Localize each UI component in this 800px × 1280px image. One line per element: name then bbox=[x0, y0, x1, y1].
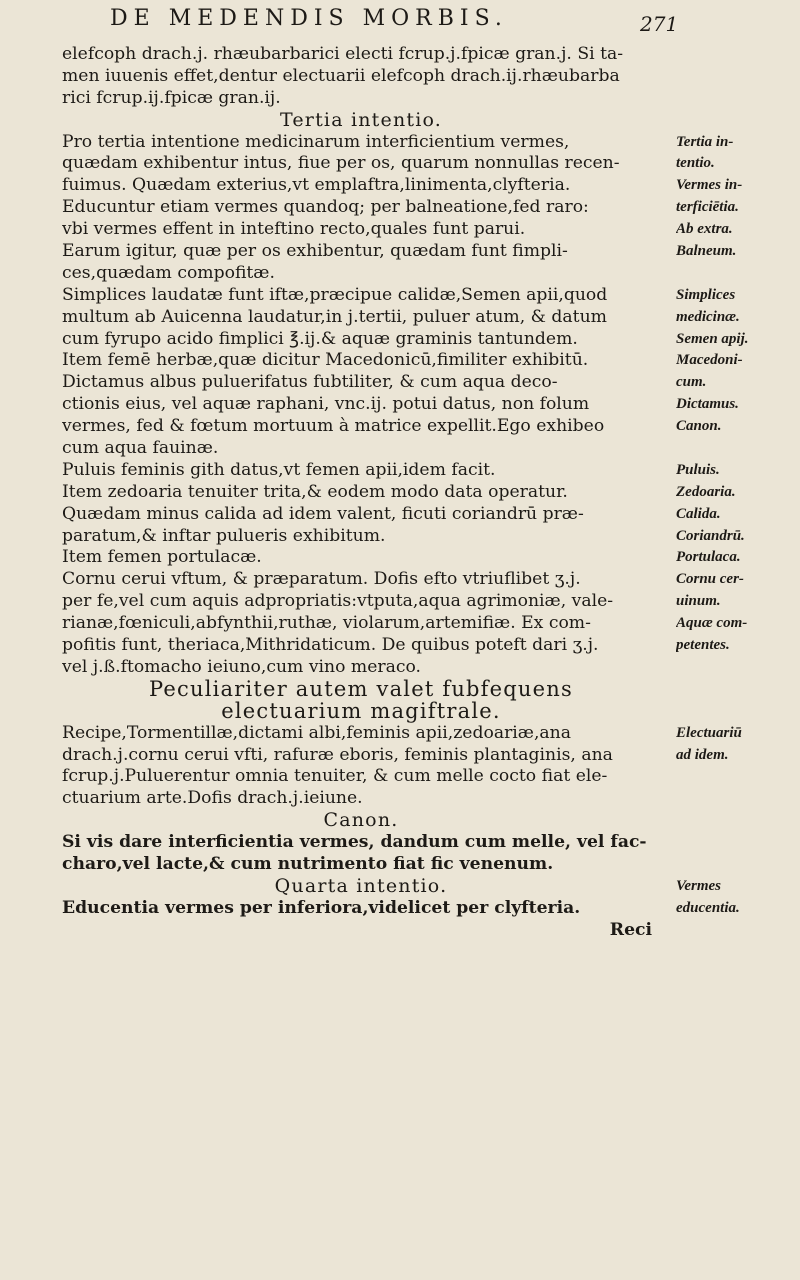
running-head: DE MEDENDIS MORBIS. bbox=[110, 6, 508, 31]
text-line: charo,vel lacte,& cum nutrimento fiat fic venenum. bbox=[62, 853, 554, 874]
text-line: drach.j.cornu cerui vfti, rafuræ eboris, feminis plantaginis, ana bbox=[62, 744, 613, 765]
margin-note: Portulaca. bbox=[676, 549, 741, 566]
margin-note: Canon. bbox=[676, 418, 722, 435]
margin-note: Aquæ com- bbox=[676, 615, 748, 632]
margin-note bbox=[676, 810, 794, 832]
text-line: Item femen portulacæ. bbox=[62, 547, 262, 568]
text-line: rici fcrup.ij.fpicæ gran.ij. bbox=[62, 87, 281, 108]
text-line: Puluis feminis gith datus,vt femen apii,idem facit. bbox=[62, 459, 496, 480]
margin-note: Electuariū bbox=[676, 724, 742, 741]
text-line: Recipe,Tormentillæ,dictami albi,feminis apii,zedoariæ,ana bbox=[62, 722, 571, 743]
main-text-column bbox=[62, 44, 660, 942]
margin-note bbox=[676, 766, 794, 788]
text-line: cum fyrupo acido fimplici ℥.ij.& aquæ graminis tantundem. bbox=[62, 328, 578, 349]
margin-note: terficiētia. bbox=[676, 199, 739, 216]
text-line: Cornu cerui vftum, & præparatum. Dofis efto vtriuflibet ʒ.j. bbox=[62, 569, 581, 590]
text-line: Item femē herbæ,quæ dicitur Macedonicū,fimiliter exhibitū. bbox=[62, 350, 589, 371]
margin-note: ad idem. bbox=[676, 746, 729, 763]
margin-note: Tertia in- bbox=[676, 133, 734, 150]
margin-note bbox=[676, 44, 794, 66]
text-line: Earum igitur, quæ per os exhibentur, quædam funt fimpli- bbox=[62, 241, 568, 262]
text-line: fuimus. Quædam exterius,vt emplaftra,linimenta,clyfteria. bbox=[62, 175, 571, 196]
margin-note: Ab extra. bbox=[676, 221, 733, 238]
text-line: pofitis funt, theriaca,Mithridaticum. De quibus poteft dari ʒ.j. bbox=[62, 635, 599, 656]
margin-note: Coriandrū. bbox=[676, 527, 745, 544]
margin-note: medicinæ. bbox=[676, 308, 740, 325]
section-heading: Canon. bbox=[323, 810, 399, 832]
margin-note: Cornu cer- bbox=[676, 571, 744, 588]
text-line: Pro tertia intentione medicinarum interficientium vermes, bbox=[62, 131, 570, 152]
margin-note bbox=[676, 701, 794, 723]
margin-note bbox=[676, 920, 794, 942]
margin-note: Simplices bbox=[676, 286, 736, 303]
page-number: 271 bbox=[640, 12, 679, 36]
text-line: ctuarium arte.Dofis drach.j.ieiune. bbox=[62, 788, 363, 809]
section-heading: electuarium magiftrale. bbox=[221, 700, 501, 723]
text-line: Dictamus albus puluerifatus fubtiliter, & cum aqua deco- bbox=[62, 372, 558, 393]
margin-note bbox=[676, 679, 794, 701]
text-line: quædam exhibentur intus, fiue per os, quarum nonnullas recen- bbox=[62, 153, 620, 174]
text-line: ctionis eius, vel aquæ raphani, vnc.ij. potui datus, non folum bbox=[62, 394, 590, 415]
margin-note: tentio. bbox=[676, 155, 715, 172]
text-line: Simplices laudatæ funt iftæ,præcipue calidæ,Semen apii,quod bbox=[62, 284, 608, 305]
margin-note: Calida. bbox=[676, 505, 721, 522]
margin-notes-column bbox=[676, 44, 794, 942]
margin-note: uinum. bbox=[676, 593, 721, 610]
section-heading: Quarta intentio. bbox=[274, 875, 448, 897]
text-line: men iuuenis effet,dentur electuarii elefcoph drach.ij.rhæubarba bbox=[62, 65, 620, 86]
text-line: cum aqua fauinæ. bbox=[62, 438, 219, 459]
text-line: vermes, fed & fœtum mortuum à matrice expellit.Ego exhibeo bbox=[62, 416, 605, 437]
text-line: Educentia vermes per inferiora,videlicet per clyfteria. bbox=[62, 897, 581, 918]
text-line: multum ab Auicenna laudatur,in j.tertii, puluer atum, & datum bbox=[62, 306, 607, 327]
margin-note bbox=[676, 110, 794, 132]
margin-note bbox=[676, 66, 794, 88]
margin-note: Vermes bbox=[676, 877, 721, 894]
margin-note bbox=[676, 788, 794, 810]
margin-note: cum. bbox=[676, 374, 707, 391]
margin-note: Dictamus. bbox=[676, 396, 739, 413]
text-line: Si vis dare interficientia vermes, dandum cum melle, vel fac- bbox=[62, 832, 647, 853]
section-heading: Peculiariter autem valet fubfequens bbox=[149, 678, 573, 701]
margin-note bbox=[676, 854, 794, 876]
text-line: fcrup.j.Puluerentur omnia tenuiter, & cum melle cocto fiat ele- bbox=[62, 766, 608, 787]
text-line: vel j.ß.ftomacho ieiuno,cum vino meraco. bbox=[62, 656, 421, 677]
margin-note bbox=[676, 832, 794, 854]
margin-note: Vermes in- bbox=[676, 177, 743, 194]
margin-note: Puluis. bbox=[676, 461, 720, 478]
margin-note bbox=[676, 657, 794, 679]
margin-note bbox=[676, 438, 794, 460]
margin-note: Semen apij. bbox=[676, 330, 749, 347]
text-line: elefcoph drach.j. rhæubarbarici electi fcrup.j.fpicæ gran.j. Si ta- bbox=[62, 44, 624, 64]
margin-note: Macedoni- bbox=[676, 352, 743, 369]
text-line: Quædam minus calida ad idem valent, ficuti coriandrū præ- bbox=[62, 503, 584, 524]
text-line: vbi vermes effent in inteftino recto,quales funt parui. bbox=[62, 219, 526, 240]
margin-note: educentia. bbox=[676, 899, 740, 916]
margin-note bbox=[676, 88, 794, 110]
catchword: Reci bbox=[609, 919, 652, 940]
margin-note: Balneum. bbox=[676, 243, 737, 260]
text-line: paratum,& inftar pulueris exhibitum. bbox=[62, 525, 386, 546]
margin-note bbox=[676, 263, 794, 285]
text-line: Educuntur etiam vermes quandoq; per balneatione,fed raro: bbox=[62, 197, 589, 218]
text-line: rianæ,fœniculi,abfynthii,ruthæ, violarum,artemifiæ. Ex com- bbox=[62, 613, 591, 634]
margin-note: petentes. bbox=[676, 637, 730, 654]
text-line: per fe,vel cum aquis adpropriatis:vtputa,aqua agrimoniæ, vale- bbox=[62, 591, 614, 612]
section-heading: Tertia intentio. bbox=[279, 109, 443, 131]
text-line: ces,quædam compofitæ. bbox=[62, 262, 275, 283]
text-line: Item zedoaria tenuiter trita,& eodem modo data operatur. bbox=[62, 481, 568, 502]
margin-note: Zedoaria. bbox=[676, 483, 736, 500]
